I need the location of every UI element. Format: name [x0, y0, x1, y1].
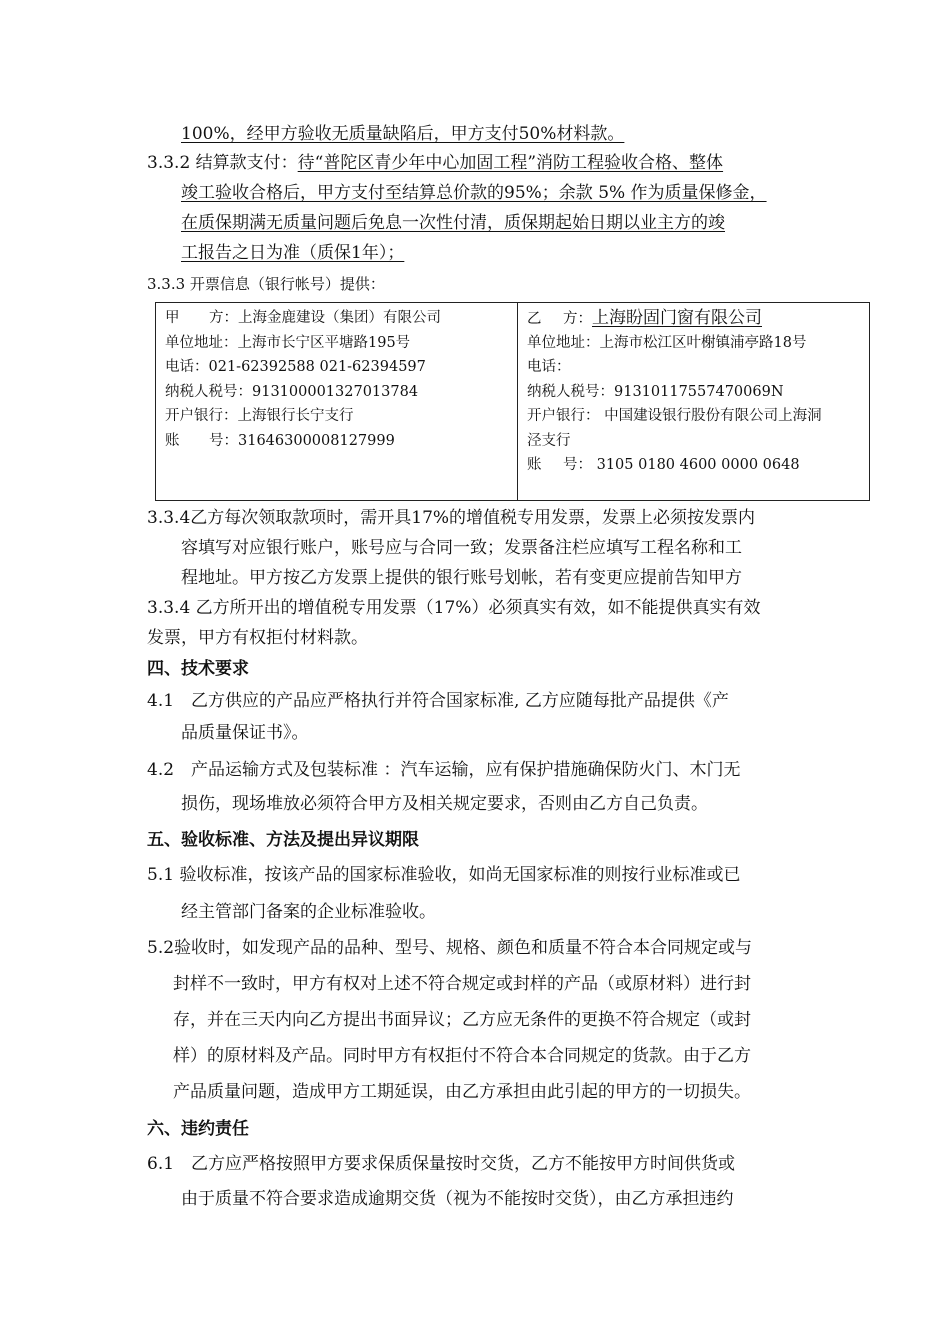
clause-4-2-line-2: 损伤，现场堆放必须符合甲方及相关规定要求，否则由乙方自己负责。 [181, 794, 708, 814]
clause-5-2-line-3: 存，并在三天内向乙方提出书面异议；乙方应无条件的更换不符合规定（或封 [173, 1010, 751, 1030]
clause-3-3-4a-line-2: 容填写对应银行账户，账号应与合同一致；发票备注栏应填写工程名称和工 [181, 538, 742, 558]
clause-5-2-line-5: 产品质量问题，造成甲方工期延误，由乙方承担由此引起的甲方的一切损失。 [173, 1082, 751, 1102]
party-a-bank: 开户银行：上海银行长宁支行 [165, 408, 354, 424]
clause-6-1-line-1: 6.1 乙方应严格按照甲方要求保质保量按时交货，乙方不能按甲方时间供货或 [147, 1154, 736, 1174]
section-6-heading: 六、违约责任 [147, 1119, 249, 1139]
party-a-account-row: 账 号：31646300008127999 [165, 432, 395, 449]
party-a-name: 上海金鹿建设（集团）有限公司 [238, 310, 441, 326]
clause-3-3-2-line-2: 竣工验收合格后，甲方支付至结算总价款的95%；余款 5% 作为质量保修金， [181, 183, 767, 203]
clause-3-3-4a-line-1: 3.3.4乙方每次领取款项时，需开具17%的增值税专用发票，发票上必须按发票内 [147, 508, 756, 528]
clause-5-1-line-2: 经主管部门备案的企业标准验收。 [181, 902, 436, 922]
party-a-tax-id: 纳税人税号：913100001327013784 [165, 383, 419, 400]
section-5-heading: 五、验收标准、方法及提出异议期限 [147, 830, 419, 850]
clause-3-3-4b-line-2: 发票，甲方有权拒付材料款。 [147, 628, 368, 648]
clause-3-3-1-tail: 100%，经甲方验收无质量缺陷后，甲方支付50%材料款。 [181, 124, 625, 144]
party-b-address: 单位地址：上海市松江区叶榭镇浦亭路18号 [527, 334, 807, 351]
clause-3-3-2-line-4: 工报告之日为准（质保1年）； [181, 243, 405, 263]
party-b-account-row: 账 号： 3105 0180 4600 0000 0648 [527, 457, 800, 473]
party-b-account: 3105 0180 4600 0000 0648 [596, 457, 800, 473]
party-b-bank-line-1: 开户银行： 中国建设银行股份有限公司上海洞 [527, 408, 822, 424]
clause-3-3-2-text: 待“普陀区青少年中心加固工程”消防工程验收合格、整体 [297, 153, 724, 173]
party-a-cell [165, 306, 441, 453]
table-divider [517, 303, 518, 500]
party-a-address: 单位地址：上海市长宁区平塘路195号 [165, 334, 411, 351]
clause-3-3-2-label: 3.3.2 结算款支付： [147, 153, 298, 173]
party-b-bank-line-2: 泾支行 [527, 432, 571, 449]
clause-5-1-line-1: 5.1 验收标准，按该产品的国家标准验收，如尚无国家标准的则按行业标准或已 [147, 865, 741, 885]
clause-4-2-line-1: 4.2 产品运输方式及包装标准 ：汽车运输，应有保护措施确保防火门、木门无 [147, 760, 741, 780]
section-4-heading: 四、技术要求 [147, 659, 249, 679]
party-b-name-row: 乙 方：上海盼固门窗有限公司 [527, 308, 762, 328]
party-a-name-row: 甲 方：上海金鹿建设（集团）有限公司 [165, 310, 441, 326]
clause-3-3-4a-line-3: 程地址。甲方按乙方发票上提供的银行账号划帐，若有变更应提前告知甲方 [181, 568, 742, 588]
billing-info-table [155, 302, 870, 501]
party-a-account: 31646300008127999 [238, 432, 395, 449]
clause-3-3-2-line-1 [147, 152, 723, 174]
clause-3-3-4b-line-1: 3.3.4 乙方所开出的增值税专用发票（17%）必须真实有效，如不能提供真实有效 [147, 598, 761, 618]
clause-4-1-line-1: 4.1 乙方供应的产品应严格执行并符合国家标准, 乙方应随每批产品提供《产 [147, 691, 729, 711]
clause-5-2-line-1: 5.2验收时，如发现产品的品种、型号、规格、颜色和质量不符合本合同规定或与 [147, 938, 753, 958]
clause-6-1-line-2: 由于质量不符合要求造成逾期交货（视为不能按时交货），由乙方承担违约 [181, 1189, 734, 1209]
party-b-tax-id: 纳税人税号：91310117557470069N [527, 383, 784, 400]
clause-5-2-line-4: 样）的原材料及产品。同时甲方有权拒付不符合本合同规定的货款。由于乙方 [173, 1046, 751, 1066]
party-b-phone: 电话： [527, 359, 571, 375]
party-b-name: 上海盼固门窗有限公司 [592, 308, 762, 328]
party-b-cell [527, 306, 822, 478]
clause-3-3-3-heading: 3.3.3 开票信息（银行帐号）提供： [147, 275, 385, 293]
clause-4-1-line-2: 品质量保证书》。 [181, 723, 309, 743]
clause-3-3-2-line-3: 在质保期满无质量问题后免息一次性付清，质保期起始日期以业主方的竣 [181, 213, 725, 233]
party-a-phone: 电话：021-62392588 021-62394597 [165, 359, 426, 375]
clause-5-2-line-2: 封样不一致时，甲方有权对上述不符合规定或封样的产品（或原材料）进行封 [173, 974, 751, 994]
